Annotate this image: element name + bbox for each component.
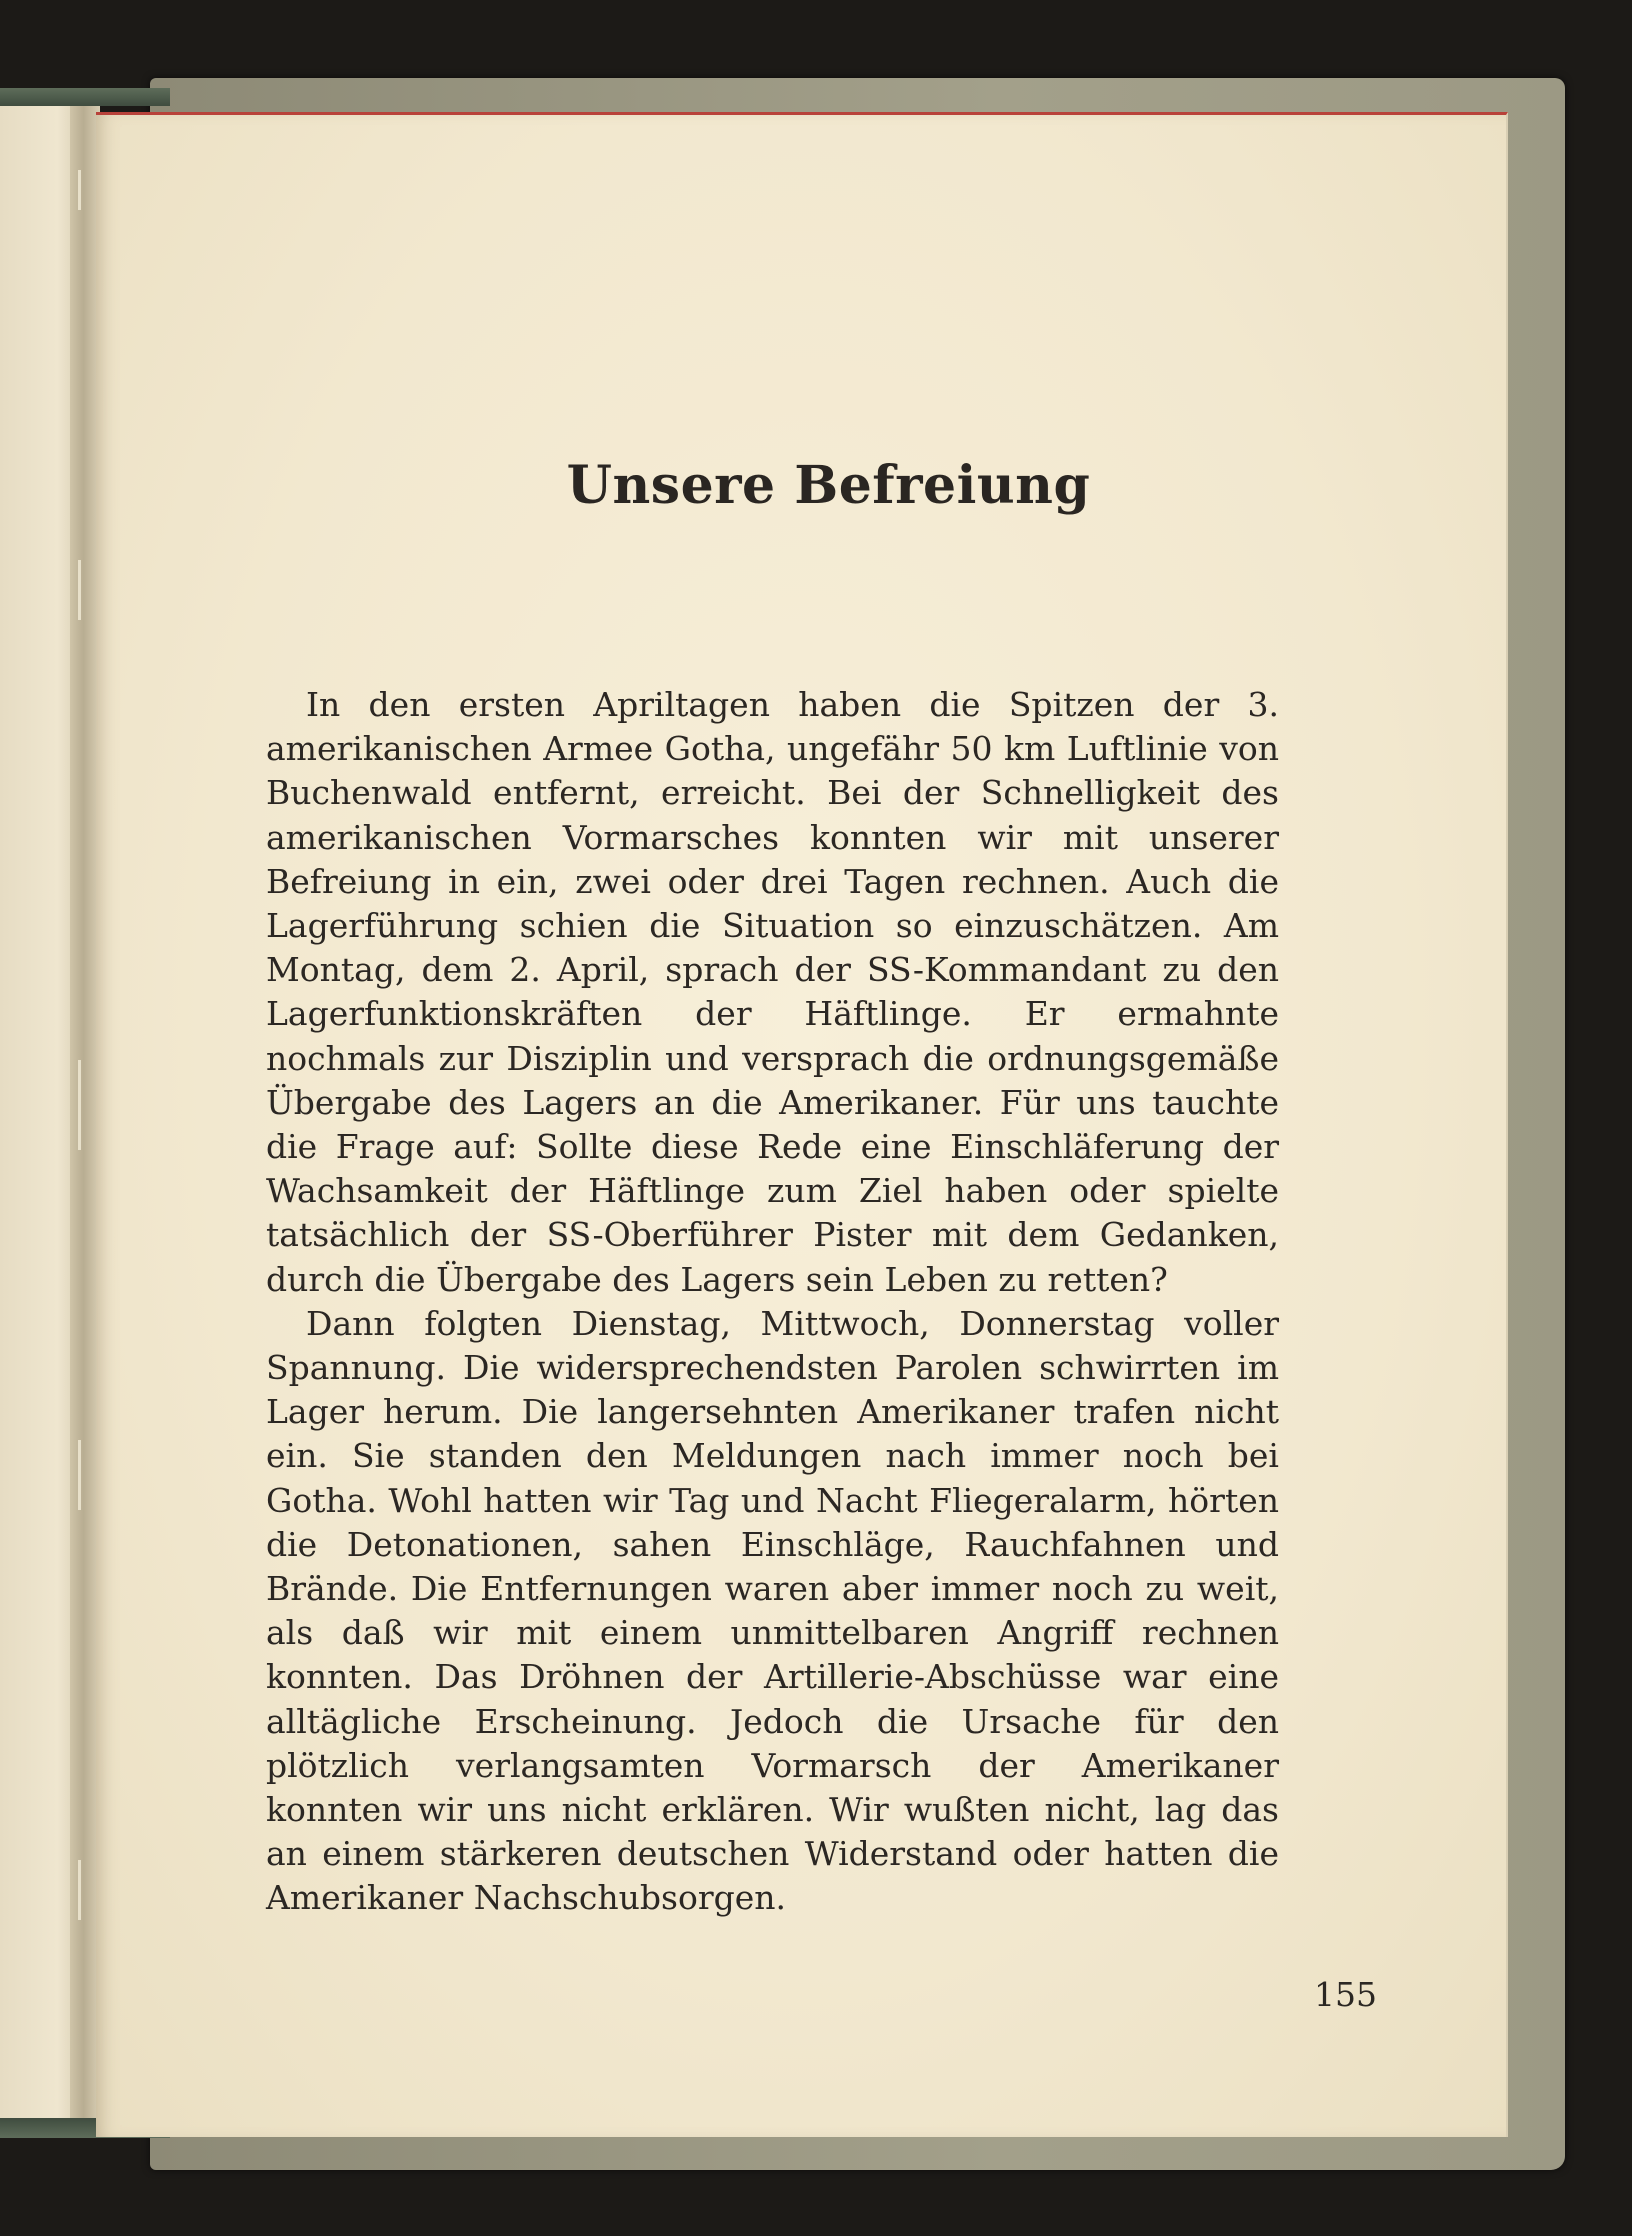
page-number: 155 xyxy=(1314,1975,1377,2014)
stitch-mark xyxy=(78,1440,81,1510)
stitch-mark xyxy=(78,1060,81,1150)
body-text xyxy=(266,683,1279,1921)
chapter-title: Unsere Befreiung xyxy=(566,455,1091,516)
book-page xyxy=(96,112,1508,2137)
paragraph: Dann folgten Dienstag, Mittwoch, Donnerstag voller Spannung. Die widersprechendsten Parolen schwirrten im Lager herum. Die langersehnten Amerikaner trafen nicht ein. Sie standen den Meldungen nach immer noch bei Gotha. Wohl hatten wir Tag und Nacht Fliegeralarm, hörten die Detonationen, sahen Einschläge, Rauchfahnen und Brände. Die Entfernungen waren aber immer noch zu weit, als daß wir mit einem unmittelbaren Angriff rechnen konnten. Das Dröhnen der Artillerie-Abschüsse war eine alltägliche Erscheinung. Jedoch die Ursache für den plötzlich verlangsamten Vormarsch der Amerikaner konnten wir uns nicht erklären. Wir wußten nicht, lag das an einem stärkeren deutschen Widerstand oder hatten die Amerikaner Nachschubsorgen. xyxy=(266,1303,1279,1918)
stitch-mark xyxy=(78,170,81,210)
stitch-mark xyxy=(78,560,81,620)
binding-thread-top xyxy=(0,88,170,106)
stitch-mark xyxy=(78,1860,81,1920)
paragraph: In den ersten Apriltagen haben die Spitzen der 3. amerikanischen Armee Gotha, ungefähr 50 km Luftlinie von Buchenwald entfernt, erreicht. Bei der Schnelligkeit des amerikanischen Vormarsches konnten wir mit unserer Befreiung in ein, zwei oder drei Tagen rechnen. Auch die Lagerführung schien die Situation so einzuschätzen. Am Montag, dem 2. April, sprach der SS-Kommandant zu den Lagerfunktionskräften der Häftlinge. Er ermahnte nochmals zur Disziplin und versprach die ordnungsgemäße Übergabe des Lagers an die Amerikaner. Für uns tauchte die Frage auf: Sollte diese Rede eine Einschläferung der Wachsamkeit der Häftlinge zum Ziel haben oder spielte tatsächlich der SS-Oberführer Pister mit dem Gedanken, durch die Übergabe des Lagers sein Leben zu retten? xyxy=(266,685,1279,1299)
